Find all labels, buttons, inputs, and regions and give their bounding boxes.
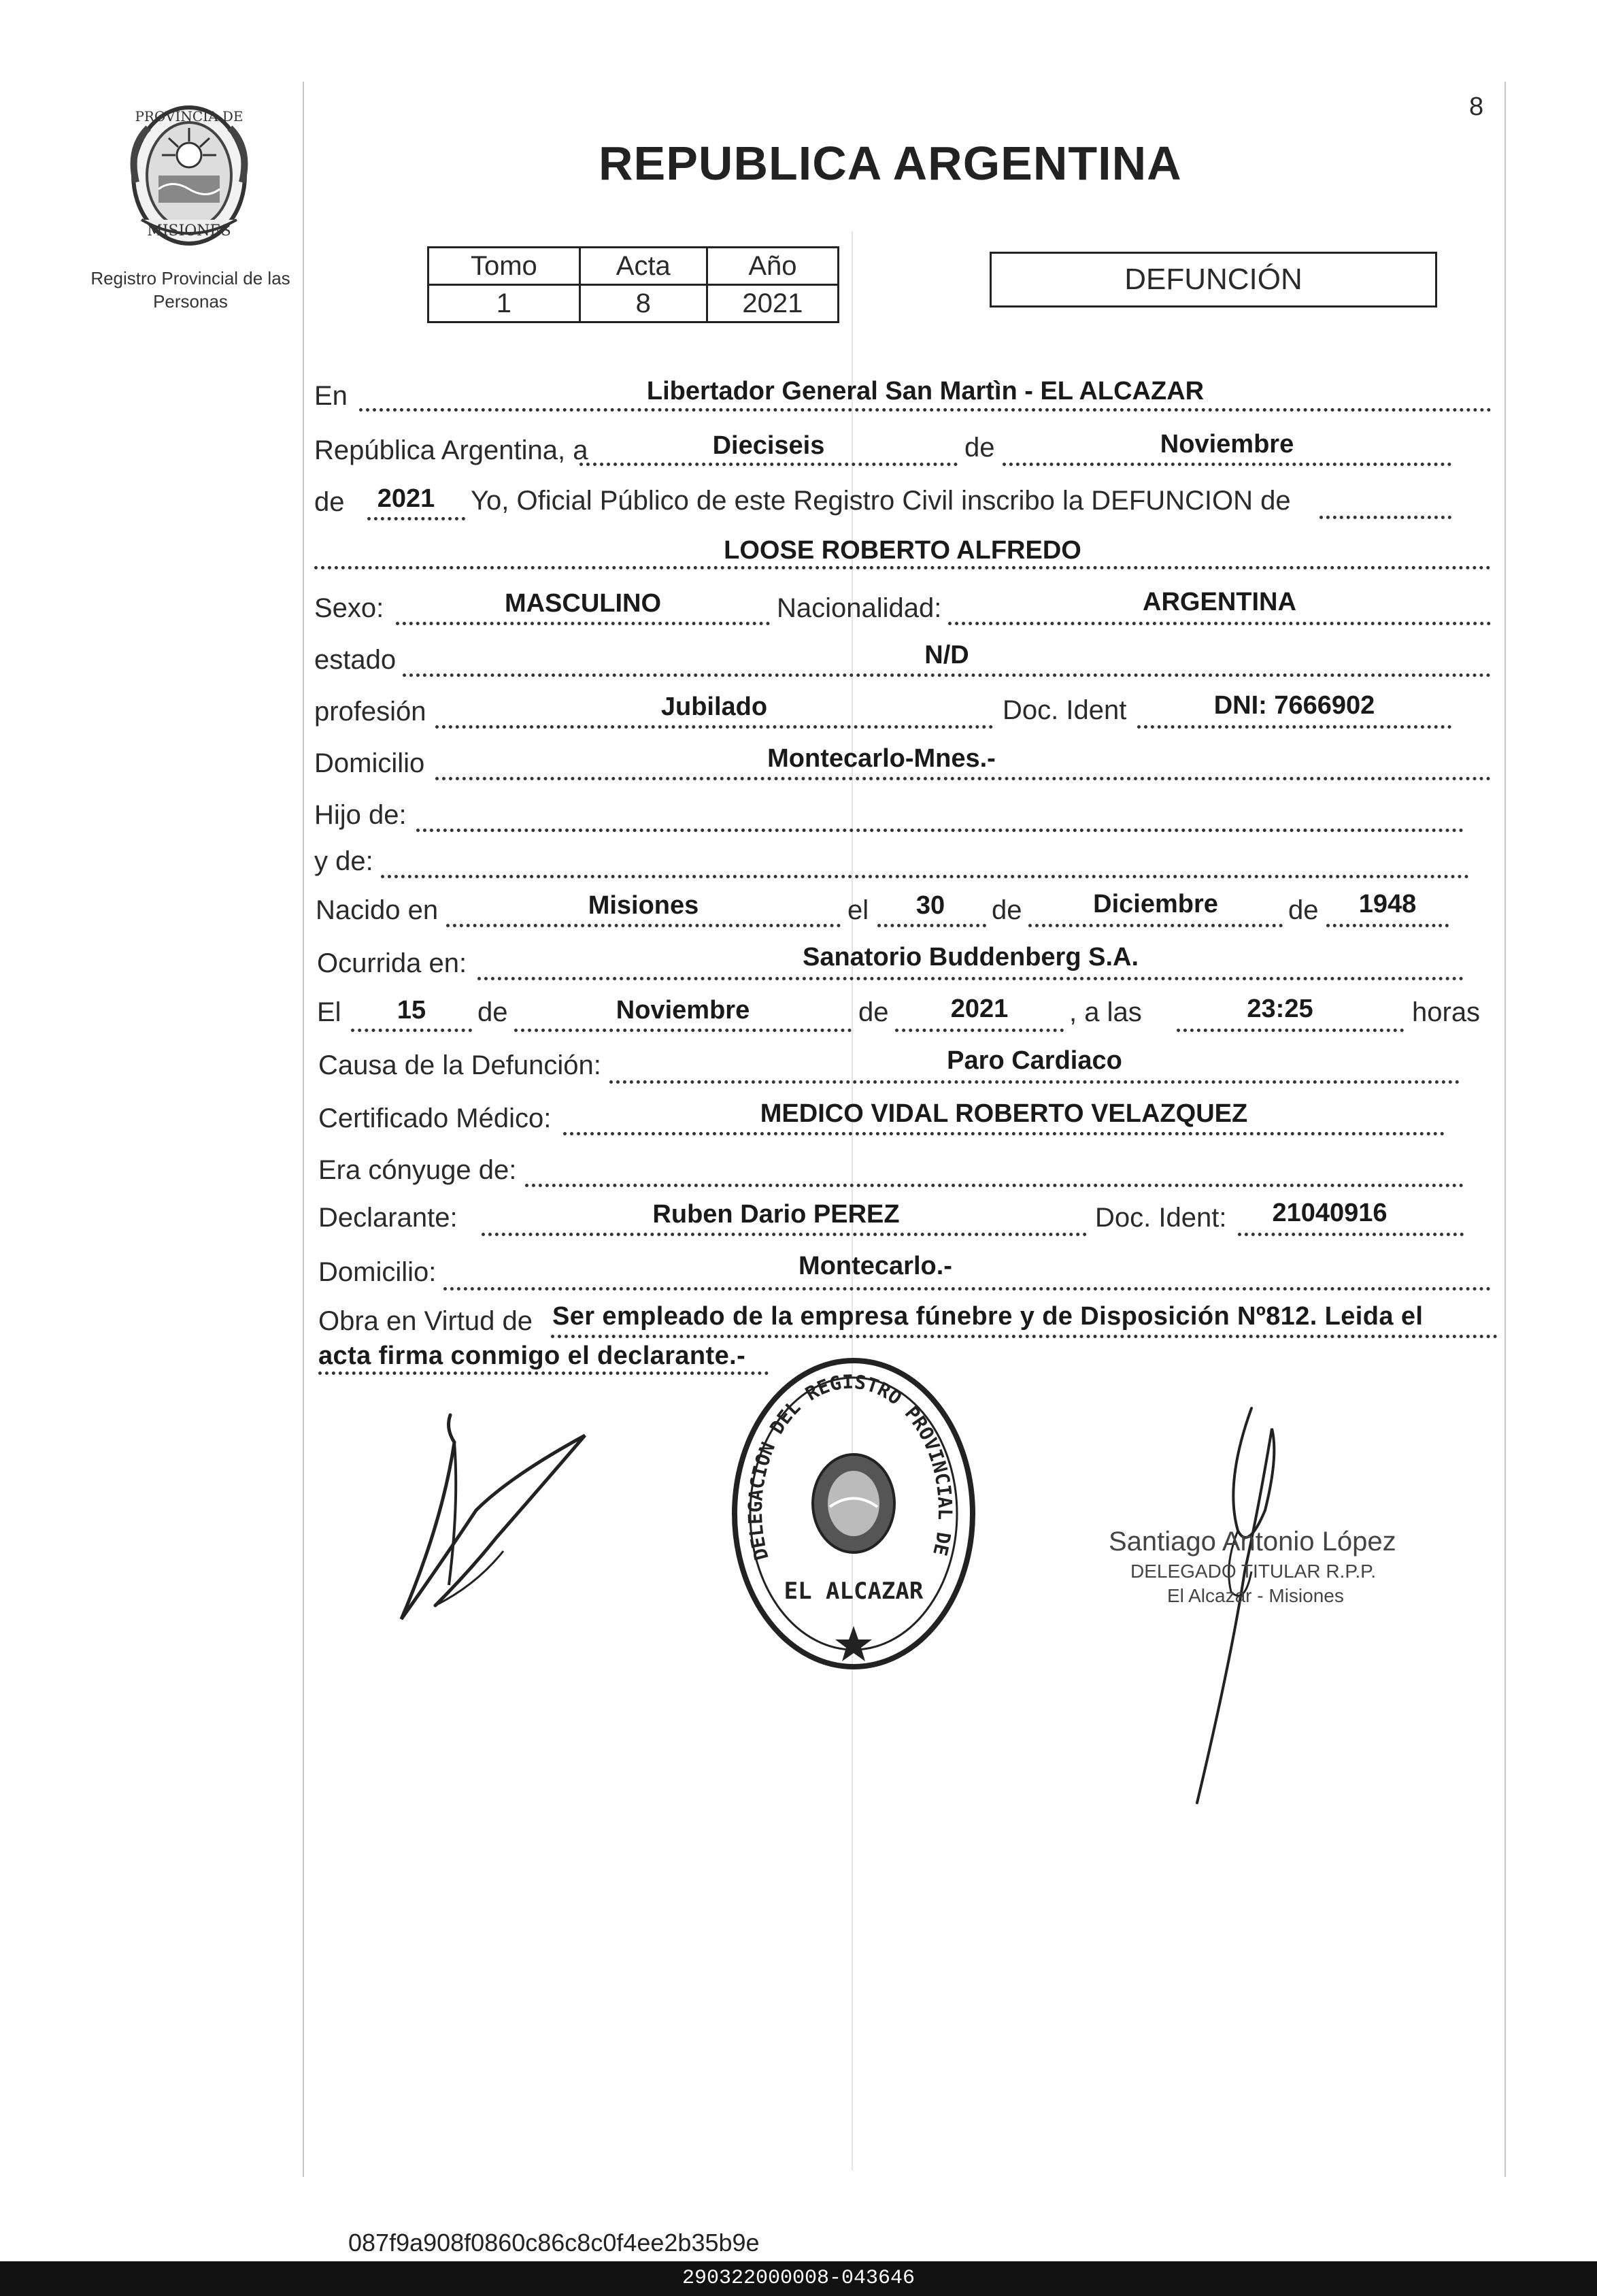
estado-label: estado — [314, 645, 397, 675]
nac-anio-value: 1948 — [1358, 890, 1417, 918]
fall-dia-line — [351, 1029, 472, 1032]
profesion-line — [435, 725, 993, 729]
hijo-label: Hijo de: — [314, 800, 407, 830]
stamp-text: DELEGACION DEL REGISTRO PROVINCIAL DE — [743, 1370, 957, 1563]
logo-text-top: PROVINCIA DE — [135, 108, 243, 124]
obra-line1 — [551, 1335, 1498, 1338]
nacido-line — [446, 924, 841, 927]
fall-mes-line — [514, 1029, 852, 1032]
hijo-line — [416, 829, 1464, 832]
declarante-line — [482, 1233, 1087, 1236]
cert-value: MEDICO VIDAL ROBERTO VELAZQUEZ — [760, 1099, 1248, 1128]
fall-anio-line — [895, 1029, 1064, 1032]
anio-line — [367, 517, 465, 520]
nac-mes-value: Diciembre — [1093, 890, 1218, 918]
mes-value: Noviembre — [1160, 430, 1294, 459]
ocurrida-label: Ocurrida en: — [317, 948, 467, 978]
nacionalidad-value: ARGENTINA — [1143, 588, 1296, 616]
conyuge-label: Era cónyuge de: — [318, 1155, 517, 1185]
estado-value: N/D — [924, 641, 969, 669]
obra-label: Obra en Virtud de — [318, 1306, 533, 1336]
record-table — [427, 246, 839, 323]
fall-mes-value: Noviembre — [616, 996, 750, 1025]
obra-value2: acta firma conmigo el declarante.- — [318, 1342, 746, 1370]
en-value: Libertador General San Martìn - EL ALCAZAR — [646, 377, 1205, 405]
ocurrida-line — [477, 977, 1464, 980]
horas-label: horas — [1412, 997, 1481, 1027]
en-label: En — [314, 381, 348, 411]
doc2-line — [1238, 1233, 1464, 1236]
acta-value: 8 — [579, 285, 707, 322]
barcode-strip: 290322000008-043646 — [0, 2261, 1597, 2296]
domicilio-value: Montecarlo-Mnes.- — [767, 744, 996, 773]
en-line — [359, 408, 1492, 412]
doc-ident-label: Doc. Ident — [1003, 695, 1127, 725]
tomo-value: 1 — [428, 285, 580, 322]
yde-line — [381, 875, 1469, 878]
conyuge-line — [525, 1184, 1464, 1187]
anio-value: 2021 — [377, 484, 435, 513]
official-stamp — [728, 1354, 979, 1674]
nombre-line — [314, 566, 1491, 569]
fall-anio-value: 2021 — [950, 995, 1009, 1023]
dia-value: Dieciseis — [712, 431, 825, 460]
causa-line — [609, 1080, 1460, 1084]
tomo-header: Tomo — [428, 248, 580, 285]
doc2-label: Doc. Ident: — [1095, 1203, 1227, 1233]
domicilio2-value: Montecarlo.- — [798, 1252, 952, 1280]
nombre-value: LOOSE ROBERTO ALFREDO — [724, 536, 1081, 565]
alas-label: , a las — [1069, 997, 1142, 1027]
doc-ident-value: DNI: 7666902 — [1213, 691, 1375, 720]
nacionalidad-line — [948, 622, 1491, 625]
document-hash: 087f9a908f0860c86c8c0f4ee2b35b9e — [348, 2229, 760, 2257]
anio-header: Año — [707, 248, 838, 285]
domicilio-line — [435, 777, 1491, 780]
declarante-label: Declarante: — [318, 1203, 458, 1233]
domicilio2-label: Domicilio: — [318, 1257, 437, 1287]
doc2-value: 21040916 — [1272, 1199, 1388, 1227]
de1-label: de — [964, 433, 995, 463]
acta-header: Acta — [579, 248, 707, 285]
anio-value: 2021 — [707, 285, 838, 322]
nac-mes-line — [1028, 924, 1283, 927]
hora-line — [1177, 1029, 1404, 1032]
nacionalidad-label: Nacionalidad: — [777, 593, 942, 623]
nacido-value: Misiones — [588, 891, 699, 920]
sexo-label: Sexo: — [314, 593, 384, 623]
de3-label: de — [992, 895, 1022, 925]
domicilio-label: Domicilio — [314, 748, 425, 778]
official-role: DELEGADO TITULAR R.P.P. — [1130, 1561, 1377, 1582]
nac-dia-line — [877, 924, 986, 927]
el-label: el — [847, 895, 869, 925]
obra-value1: Ser empleado de la empresa fúnebre y de Disposición Nº812. Leida el — [552, 1302, 1424, 1331]
el2-label: El — [317, 997, 341, 1027]
estado-line — [403, 673, 1491, 677]
cert-label: Certificado Médico: — [318, 1103, 552, 1133]
logo-text-bottom: MISIONES — [147, 222, 231, 239]
cert-line — [563, 1132, 1445, 1135]
obra-line2 — [318, 1371, 769, 1375]
republica-label: República Argentina, a — [314, 435, 588, 465]
fall-dia-value: 15 — [397, 996, 426, 1025]
official-place: El Alcazar - Misiones — [1167, 1585, 1344, 1606]
causa-value: Paro Cardiaco — [947, 1046, 1122, 1075]
profesion-value: Jubilado — [660, 693, 768, 721]
document-type-box: DEFUNCIÓN — [990, 252, 1437, 307]
declarant-signature — [394, 1401, 599, 1633]
de5-label: de — [477, 997, 508, 1027]
dia-line — [579, 463, 958, 466]
page-number: 8 — [1469, 93, 1484, 121]
domicilio2-line — [443, 1287, 1491, 1291]
yo-text: Yo, Oficial Público de este Registro Civil inscribo la DEFUNCION de — [471, 486, 1291, 516]
yo-line — [1319, 516, 1451, 519]
nac-dia-value: 30 — [915, 891, 945, 920]
nacido-label: Nacido en — [316, 895, 439, 925]
registry-label: Registro Provincial de las Personas — [90, 268, 290, 312]
right-margin-rule — [1504, 82, 1506, 2177]
declarante-value: Ruben Dario PEREZ — [652, 1200, 900, 1229]
left-margin-rule — [303, 82, 304, 2177]
sexo-value: MASCULINO — [504, 589, 662, 618]
nac-anio-line — [1326, 924, 1449, 927]
stamp-place: EL ALCAZAR — [784, 1578, 924, 1605]
de2-label: de — [314, 487, 345, 517]
doc-ident-line — [1137, 725, 1451, 729]
province-logo — [121, 101, 257, 250]
profesion-label: profesión — [314, 697, 426, 727]
de4-label: de — [1288, 895, 1319, 925]
sexo-line — [396, 622, 770, 625]
official-name: Santiago Antonio López — [1109, 1527, 1396, 1557]
de6-label: de — [858, 997, 889, 1027]
mes-line — [1003, 463, 1451, 466]
hora-value: 23:25 — [1247, 995, 1313, 1023]
ocurrida-value: Sanatorio Buddenberg S.A. — [802, 943, 1139, 971]
causa-label: Causa de la Defunción: — [318, 1050, 601, 1080]
page-title: REPUBLICA ARGENTINA — [599, 137, 1182, 190]
yde-label: y de: — [314, 846, 373, 876]
